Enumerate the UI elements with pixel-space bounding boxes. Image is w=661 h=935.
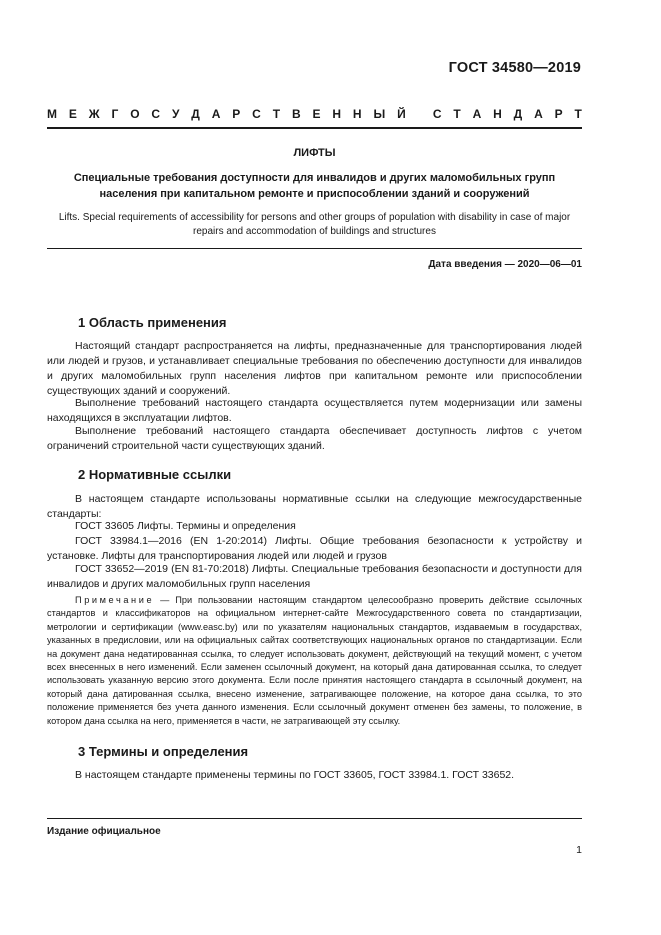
- banner-letter: Г: [111, 107, 119, 121]
- header-divider: [47, 127, 582, 129]
- banner-gap: [418, 107, 421, 121]
- banner-letter: С: [432, 107, 442, 121]
- banner-letter: Т: [272, 107, 281, 121]
- banner-letter: Д: [513, 107, 523, 121]
- section-1-heading: 1 Область применения: [78, 315, 227, 330]
- banner-letter: Т: [574, 107, 582, 121]
- banner-letter: Н: [352, 107, 362, 121]
- document-title: ЛИФТЫ: [293, 147, 336, 159]
- banner-letter: Й: [397, 107, 406, 121]
- page-number: 1: [576, 844, 582, 856]
- banner-letter: С: [151, 107, 161, 121]
- banner-letter: Н: [493, 107, 502, 121]
- document-title-english: Lifts. Special requirements of accessibility for persons and other groups of population with disability in case of major repairs and accommodation of buildings and structures: [58, 212, 571, 237]
- note-label: Примечание: [75, 595, 155, 605]
- standard-number: ГОСТ 34580—2019: [448, 60, 581, 76]
- banner-letter: М: [47, 107, 57, 121]
- banner-letter: У: [171, 107, 180, 121]
- section-1-paragraph-1: Настоящий стандарт распространяется на лифты, предназначенные для транспортирования людей или людей и грузов, и устанавливает специальные требования по обеспечению доступности для инвалидов и других маломобильных групп населения лифтов при капитальном ремонте или приспособлении существующих зданий и сооружений.: [47, 340, 582, 397]
- banner-letter: Ы: [373, 107, 386, 121]
- banner-letter: А: [211, 107, 221, 121]
- banner-letter: Е: [312, 107, 321, 121]
- footer-divider: [47, 818, 582, 819]
- normative-reference-3: ГОСТ 33652—2019 (EN 81-70:2018) Лифты. Специальные требования безопасности и доступности для инвалидов и других маломобильных групп населения: [47, 563, 582, 590]
- banner-letter: В: [291, 107, 301, 121]
- banner-letter: Д: [191, 107, 200, 121]
- banner-letter: Р: [232, 107, 241, 121]
- introduction-date: Дата введения — 2020—06—01: [428, 259, 582, 270]
- section-2-heading: 2 Нормативные ссылки: [78, 467, 232, 482]
- banner-interstate-standard: [47, 107, 582, 121]
- banner-letter: А: [534, 107, 543, 121]
- banner-letter: Н: [332, 107, 342, 121]
- note-text: — При пользовании настоящим стандартом целесообразно проверить действие ссылочных стандартов и классификаторов на официальном интернет-сайте Межгосударственного совета по стандартизации, метрологии и сертификации (www.easc.by) или по указателям национальных стандартов, издаваемым в государствах, указанных в предисловии, или на официальных сайтах соответствующих национальных органов по стандартизации. Если на документ дана недатированная ссылка, то следует использовать документ, действующий на текущий момент, с учетом всех внесенных в него изменений. Если заменен ссылочный документ, на который дана датированная ссылка, то следует использовать указанную версию этого документа. Если после принятия настоящего стандарта в ссылочный документ, на который дана датированная ссылка, внесено изменение, затрагивающее положение, на которое дана ссылка, то это положение применяется без учета данного изменения. Если ссылочный документ отменен без замены, то положение, в котором дана ссылка на него, применяется в части, не затрагивающей эту ссылку.: [47, 595, 582, 726]
- title-divider: [47, 248, 582, 249]
- section-1-paragraph-2: Выполнение требований настоящего стандарта осуществляется путем модернизации или замены находящихся в эксплуатации лифтов.: [47, 397, 582, 424]
- banner-letter: Ж: [88, 107, 100, 121]
- normative-reference-2: ГОСТ 33984.1—2016 (EN 1-20:2014) Лифты. Общие требования безопасности к устройству и установке. Лифты для транспортирования людей или людей и грузов: [47, 535, 582, 562]
- banner-letter: С: [252, 107, 261, 121]
- banner-letter: Е: [68, 107, 77, 121]
- banner-letter: О: [130, 107, 140, 121]
- section-3-heading: 3 Термины и определения: [78, 744, 249, 759]
- banner-letter: А: [472, 107, 482, 121]
- document-subtitle: Специальные требования доступности для инвалидов и других маломобильных групп населения при капитальном ремонте и приспособлении зданий и сооружений: [73, 172, 556, 200]
- banner-letter: Р: [554, 107, 563, 121]
- normative-reference-1: ГОСТ 33605 Лифты. Термины и определения: [75, 520, 296, 532]
- official-edition-label: Издание официальное: [47, 826, 161, 837]
- section-2-intro: В настоящем стандарте использованы нормативные ссылки на следующие межгосударственные стандарты:: [47, 493, 582, 520]
- banner-letter: Т: [453, 107, 461, 121]
- section-1-paragraph-3: Выполнение требований настоящего стандарта обеспечивает доступность лифтов с учетом ограничений строительной части существующих зданий.: [47, 425, 582, 452]
- section-2-note: [47, 594, 582, 728]
- section-3-paragraph-1: В настоящем стандарте применены термины по ГОСТ 33605, ГОСТ 33984.1. ГОСТ 33652.: [75, 769, 515, 781]
